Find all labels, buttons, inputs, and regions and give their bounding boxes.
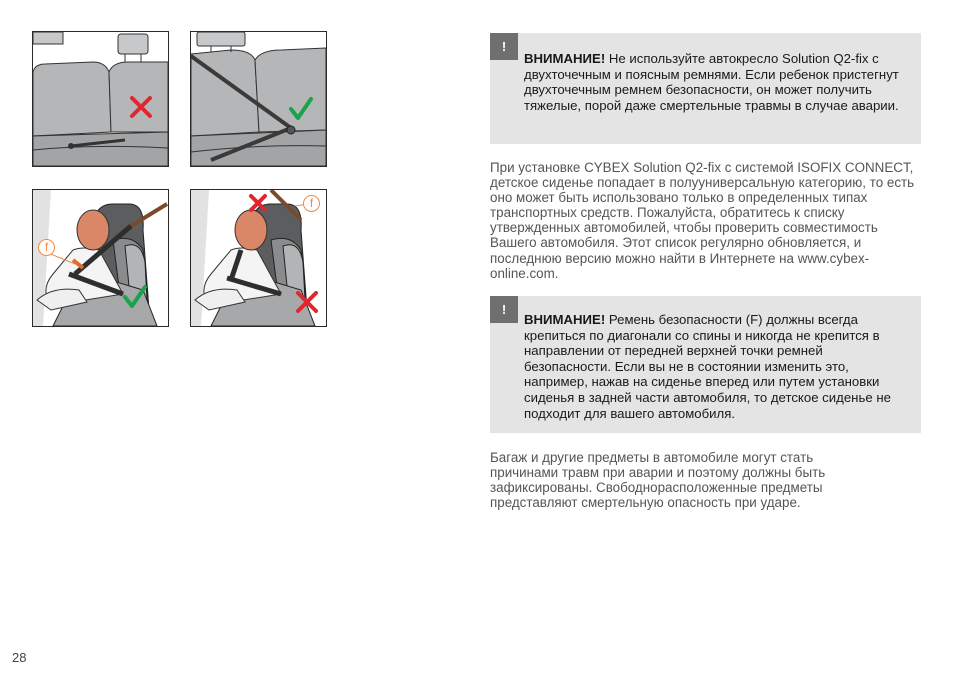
luggage-safety-paragraph: Багаж и другие предметы в автомобиле могут стать причинами травм при аварии и поэтому должны быть зафиксированы. Свободнорасположенные предметы представляют смертельную опасность при ударе. xyxy=(490,450,826,511)
illustration-three-point-belt-correct xyxy=(190,31,327,167)
correct-check-icon xyxy=(122,284,148,310)
belt-callout-f: f xyxy=(303,195,320,212)
illustration-lap-belt-incorrect xyxy=(32,31,169,167)
warning-title: ВНИМАНИЕ! xyxy=(524,51,609,66)
warning-icon: ! xyxy=(490,33,518,60)
incorrect-cross-icon xyxy=(295,290,319,314)
incorrect-cross-icon xyxy=(248,193,268,213)
illustration-seat-belt-incorrect xyxy=(190,189,327,327)
isofix-compatibility-paragraph: При установке CYBEX Solution Q2-fix с системой ISOFIX CONNECT, детское сиденье попадает в полууниверсальную категорию, то есть оно может быть использовано только в определенных типах транспортных средств. Пожалуйста, обратитесь к списку утвержденных автомобилей, чтобы проверить совместимость Вашего автомобиля. Этот список регулярно обновляется, и последнюю версию можно найти в Интернете на www.cybex-online.com. xyxy=(490,160,915,281)
warning-body: Ремень безопасности (F) должны всегда крепиться по диагонали со спины и никогда не крепится в направлении от передней верхней точки ремней безопасности. Если вы не в состоянии изменить это, например, нажав на сиденье вперед или путем установки сиденья в задней части автомобиля, то детское сиденье не подходит для вашего автомобиля. xyxy=(524,312,891,421)
warning-box-belt-routing xyxy=(490,296,921,433)
incorrect-cross-icon xyxy=(129,95,153,119)
warning-body: Не используйте автокресло Solution Q2-fix с двухточечным и поясным ремнями. Если ребенок пристегнут двухточечным ремнем безопасности, он может получить тяжелые, порой даже смертельные травмы в случае аварии. xyxy=(524,51,899,113)
belt-callout-f: f xyxy=(38,239,55,256)
warning-title: ВНИМАНИЕ! xyxy=(524,312,609,327)
page-number: 28 xyxy=(12,650,27,665)
warning-box-belt-type xyxy=(490,33,921,144)
warning-text xyxy=(524,312,910,421)
illustration-seat-belt-correct xyxy=(32,189,169,327)
correct-check-icon xyxy=(288,96,314,122)
warning-icon: ! xyxy=(490,296,518,323)
warning-text xyxy=(524,51,914,113)
